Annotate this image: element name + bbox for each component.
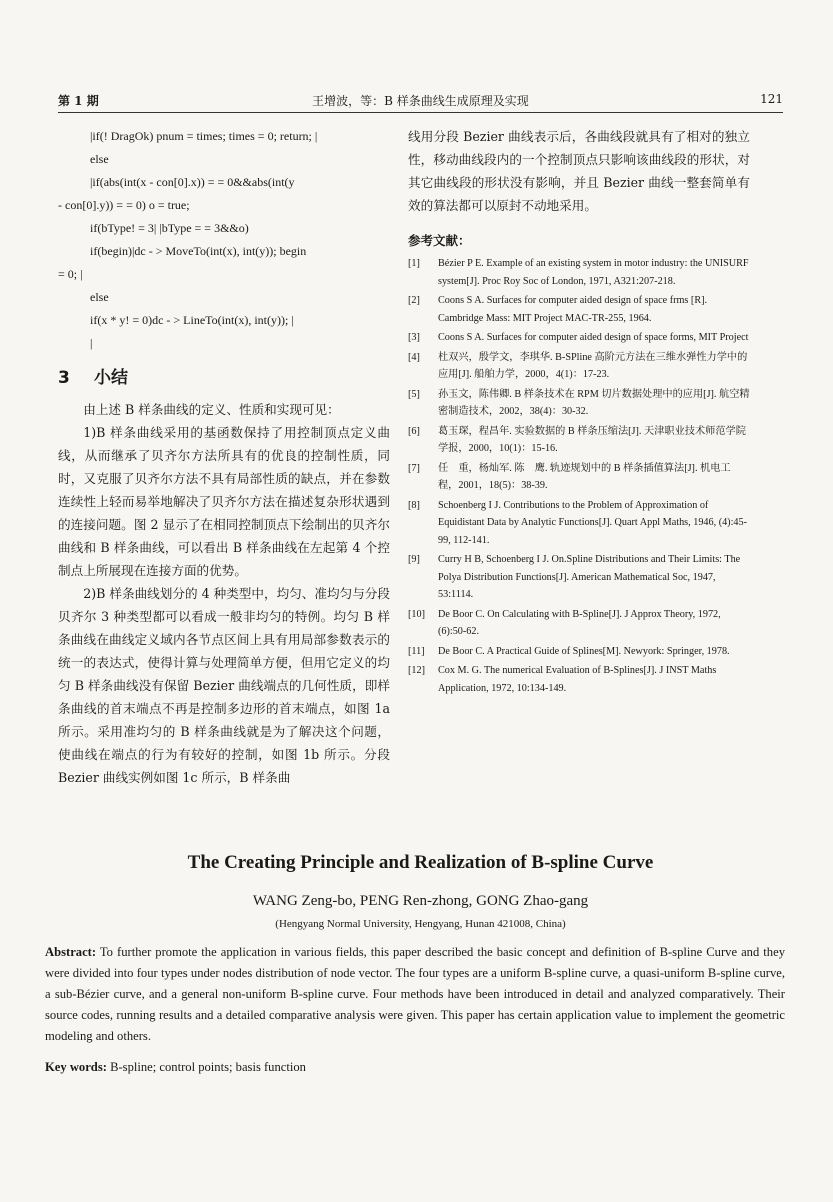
reference-item: [408, 292, 750, 327]
reference-index: [5]: [408, 388, 420, 400]
abstract-label: Abstract:: [45, 945, 97, 959]
section-title: 小结: [94, 368, 128, 388]
paragraph: 线用分段 Bezier 曲线表示后，各曲线段就具有了相对的独立性，移动曲线段内的一个控制顶点只影响该曲线段的形状，对其它曲线段的形状没有影响，并且 Bezier 曲线一整套简单有效的算法都可以原封不动地采用。: [408, 129, 750, 213]
reference-item: [408, 255, 750, 290]
reference-text: Schoenberg I J. Contributions to the Problem of Approximation of Equidistant Data by Analytic Functions[J]. Quart Appl Maths, 1946, (4):45-99, 112-141.: [438, 499, 747, 546]
code-line: = 0; |: [58, 267, 83, 281]
reference-index: [1]: [408, 258, 420, 269]
references-heading: 参考文献：: [408, 233, 471, 248]
page-number: 121: [760, 92, 783, 106]
reference-text: 孙玉文，陈伟卿. B 样条技术在 RPM 切片数据处理中的应用[J]. 航空精密制造技术，2002，38(4)：30-32.: [438, 388, 750, 417]
reference-index: [10]: [408, 608, 425, 620]
code-listing: [58, 125, 390, 355]
reference-text: Cox M. G. The numerical Evaluation of B-Splines[J]. J INST Maths Application, 1972, 10:134-149.: [438, 665, 717, 694]
running-header: [58, 90, 783, 113]
paragraph: 1)B 样条曲线采用的基函数保持了用控制顶点定义曲线，从而继承了贝齐尔方法所具有的优良的控制性质，同时，又克服了贝齐尔方法不具有局部性质的缺点，并在参数连续性上轻而易举地解决了贝齐尔方法在描述复杂形状遇到的连接问题。图 2 显示了在相同控制顶点下绘制出的贝齐尔曲线和 B 样条曲线，可以看出 B 样条曲线在左起第 4 个控制点上所展现在连接方面的优势。: [58, 425, 390, 578]
reference-text: Coons S A. Surfaces for computer aided design of space forms, MIT Project: [438, 332, 749, 343]
reference-item: [408, 460, 750, 495]
reference-text: De Boor C. A Practical Guide of Splines[M]. Newyork: Springer, 1978.: [438, 645, 730, 657]
code-line: if(x * y! = 0)dc - > LineTo(int(x), int(y)); |: [90, 313, 294, 327]
code-line: |: [90, 336, 93, 350]
reference-text: De Boor C. On Calculating with B-Spline[J]. J Approx Theory, 1972, (6):50-62.: [438, 608, 721, 637]
reference-item: [408, 329, 750, 347]
english-affiliation: (Hengyang Normal University, Hengyang, Hunan 421008, China): [275, 918, 566, 930]
code-line: if(bType! = 3| |bType = = 3&&o): [90, 221, 249, 235]
reference-item: [408, 606, 750, 641]
reference-index: [6]: [408, 425, 420, 437]
issue-label: 第 1 期: [58, 94, 99, 108]
code-line: |if(! DragOk) pnum = times; times = 0; return; |: [90, 129, 318, 143]
english-abstract: [45, 942, 785, 1047]
reference-index: [2]: [408, 295, 420, 306]
paragraph: 由上述 B 样条曲线的定义、性质和实现可见：: [83, 402, 340, 417]
english-authors: WANG Zeng-bo, PENG Ren-zhong, GONG Zhao-gang: [252, 893, 589, 909]
reference-text: 杜双兴，殷学文，李琪华. B-SPline 高阶元方法在三维水弹性力学中的应用[J]. 船舶力学，2000，4(1)：17-23.: [438, 351, 748, 380]
reference-item: [408, 386, 750, 421]
right-column: [408, 125, 750, 699]
code-line: - con[0].y)) = = 0) o = true;: [58, 198, 190, 212]
reference-item: [408, 662, 750, 697]
english-keywords: [45, 1060, 785, 1075]
reference-index: [7]: [408, 462, 420, 474]
code-line: else: [90, 290, 109, 304]
continued-text: [408, 125, 750, 217]
abstract-text: To further promote the application in various fields, this paper described the basic concept and definition of B-spline Curve and they were divided into four types under nodes distribution of node vector. The four types are a uniform B-spline curve, a quasi-uniform B-spline curve, a sub-Bézier curve, and a general non-uniform B-spline curve. Four methods have been introduced in detail and analyzed comparatively. Their source codes, running results and a detailed comparative analysis were given. This paper has certain application value to implement the geometric modeling and others.: [45, 945, 785, 1043]
reference-text: 葛玉琛，程昌年. 实验数据的 B 样条压缩法[J]. 天津职业技术师范学院学报，2000，10(1)：15-16.: [438, 425, 746, 454]
reference-item: [408, 551, 750, 604]
reference-index: [8]: [408, 499, 420, 511]
keywords-label: Key words:: [45, 1060, 107, 1074]
reference-index: [3]: [408, 332, 420, 343]
reference-text: Coons S A. Surfaces for computer aided design of space frms [R]. Cambridge Mass: MIT Project MAC-TR-255, 1964.: [438, 295, 708, 324]
reference-text: Bézier P E. Example of an existing system in motor industry: the UNISURF system[J]. Proc Roy Soc of London, 1971, A321:207-218.: [438, 258, 749, 287]
paragraph: 2)B 样条曲线划分的 4 种类型中，均匀、准均匀与分段贝齐尔 3 种类型都可以看成一般非均匀的特例。均匀 B 样条曲线在曲线定义域内各节点区间上具有用局部参数表示的统一的表达式，使得计算与处理简单方便，但用它定义的均匀 B 样条曲线没有保留 Bezier 曲线端点的几何性质，即样条曲线的首末端点不再是控制多边形的首末端点，如图 1a 所示。采用准均匀的 B 样条曲线就是为了解决这个问题，使曲线在端点的行为有较好的控制，如图 1b 所示。分段 Bezier 曲线实例如图 1c 所示，B 样条曲: [58, 586, 390, 785]
reference-index: [12]: [408, 665, 425, 676]
summary-text: [58, 398, 390, 789]
keywords-text: B-spline; control points; basis function: [106, 1060, 306, 1074]
reference-item: [408, 497, 750, 550]
english-title: The Creating Principle and Realization of B-spline Curve: [187, 852, 654, 873]
reference-text: 任 重，杨灿军. 陈 鹰. 轨迹规划中的 B 样条插值算法[J]. 机电工程，2001，18(5)：38-39.: [438, 462, 731, 491]
reference-item: [408, 349, 750, 384]
section-heading: [58, 363, 390, 388]
reference-index: [9]: [408, 554, 420, 565]
reference-text: Curry H B, Schoenberg I J. On.Spline Distributions and Their Limits: The Polya Distribution Functions[J]. American Mathematical Soc, 1947, 53:1114.: [438, 554, 741, 600]
left-column: [58, 125, 390, 789]
code-line: else: [90, 152, 109, 166]
reference-list: [408, 255, 750, 697]
reference-index: [4]: [408, 351, 420, 363]
running-title: 王增波，等：B 样条曲线生成原理及实现: [312, 94, 529, 108]
code-line: |if(abs(int(x - con[0].x)) = = 0&&abs(int(y: [90, 175, 295, 189]
code-line: if(begin)|dc - > MoveTo(int(x), int(y)); begin: [90, 244, 307, 258]
reference-index: [11]: [408, 645, 425, 657]
section-number: 3: [58, 368, 70, 388]
reference-item: [408, 643, 750, 661]
reference-item: [408, 423, 750, 458]
